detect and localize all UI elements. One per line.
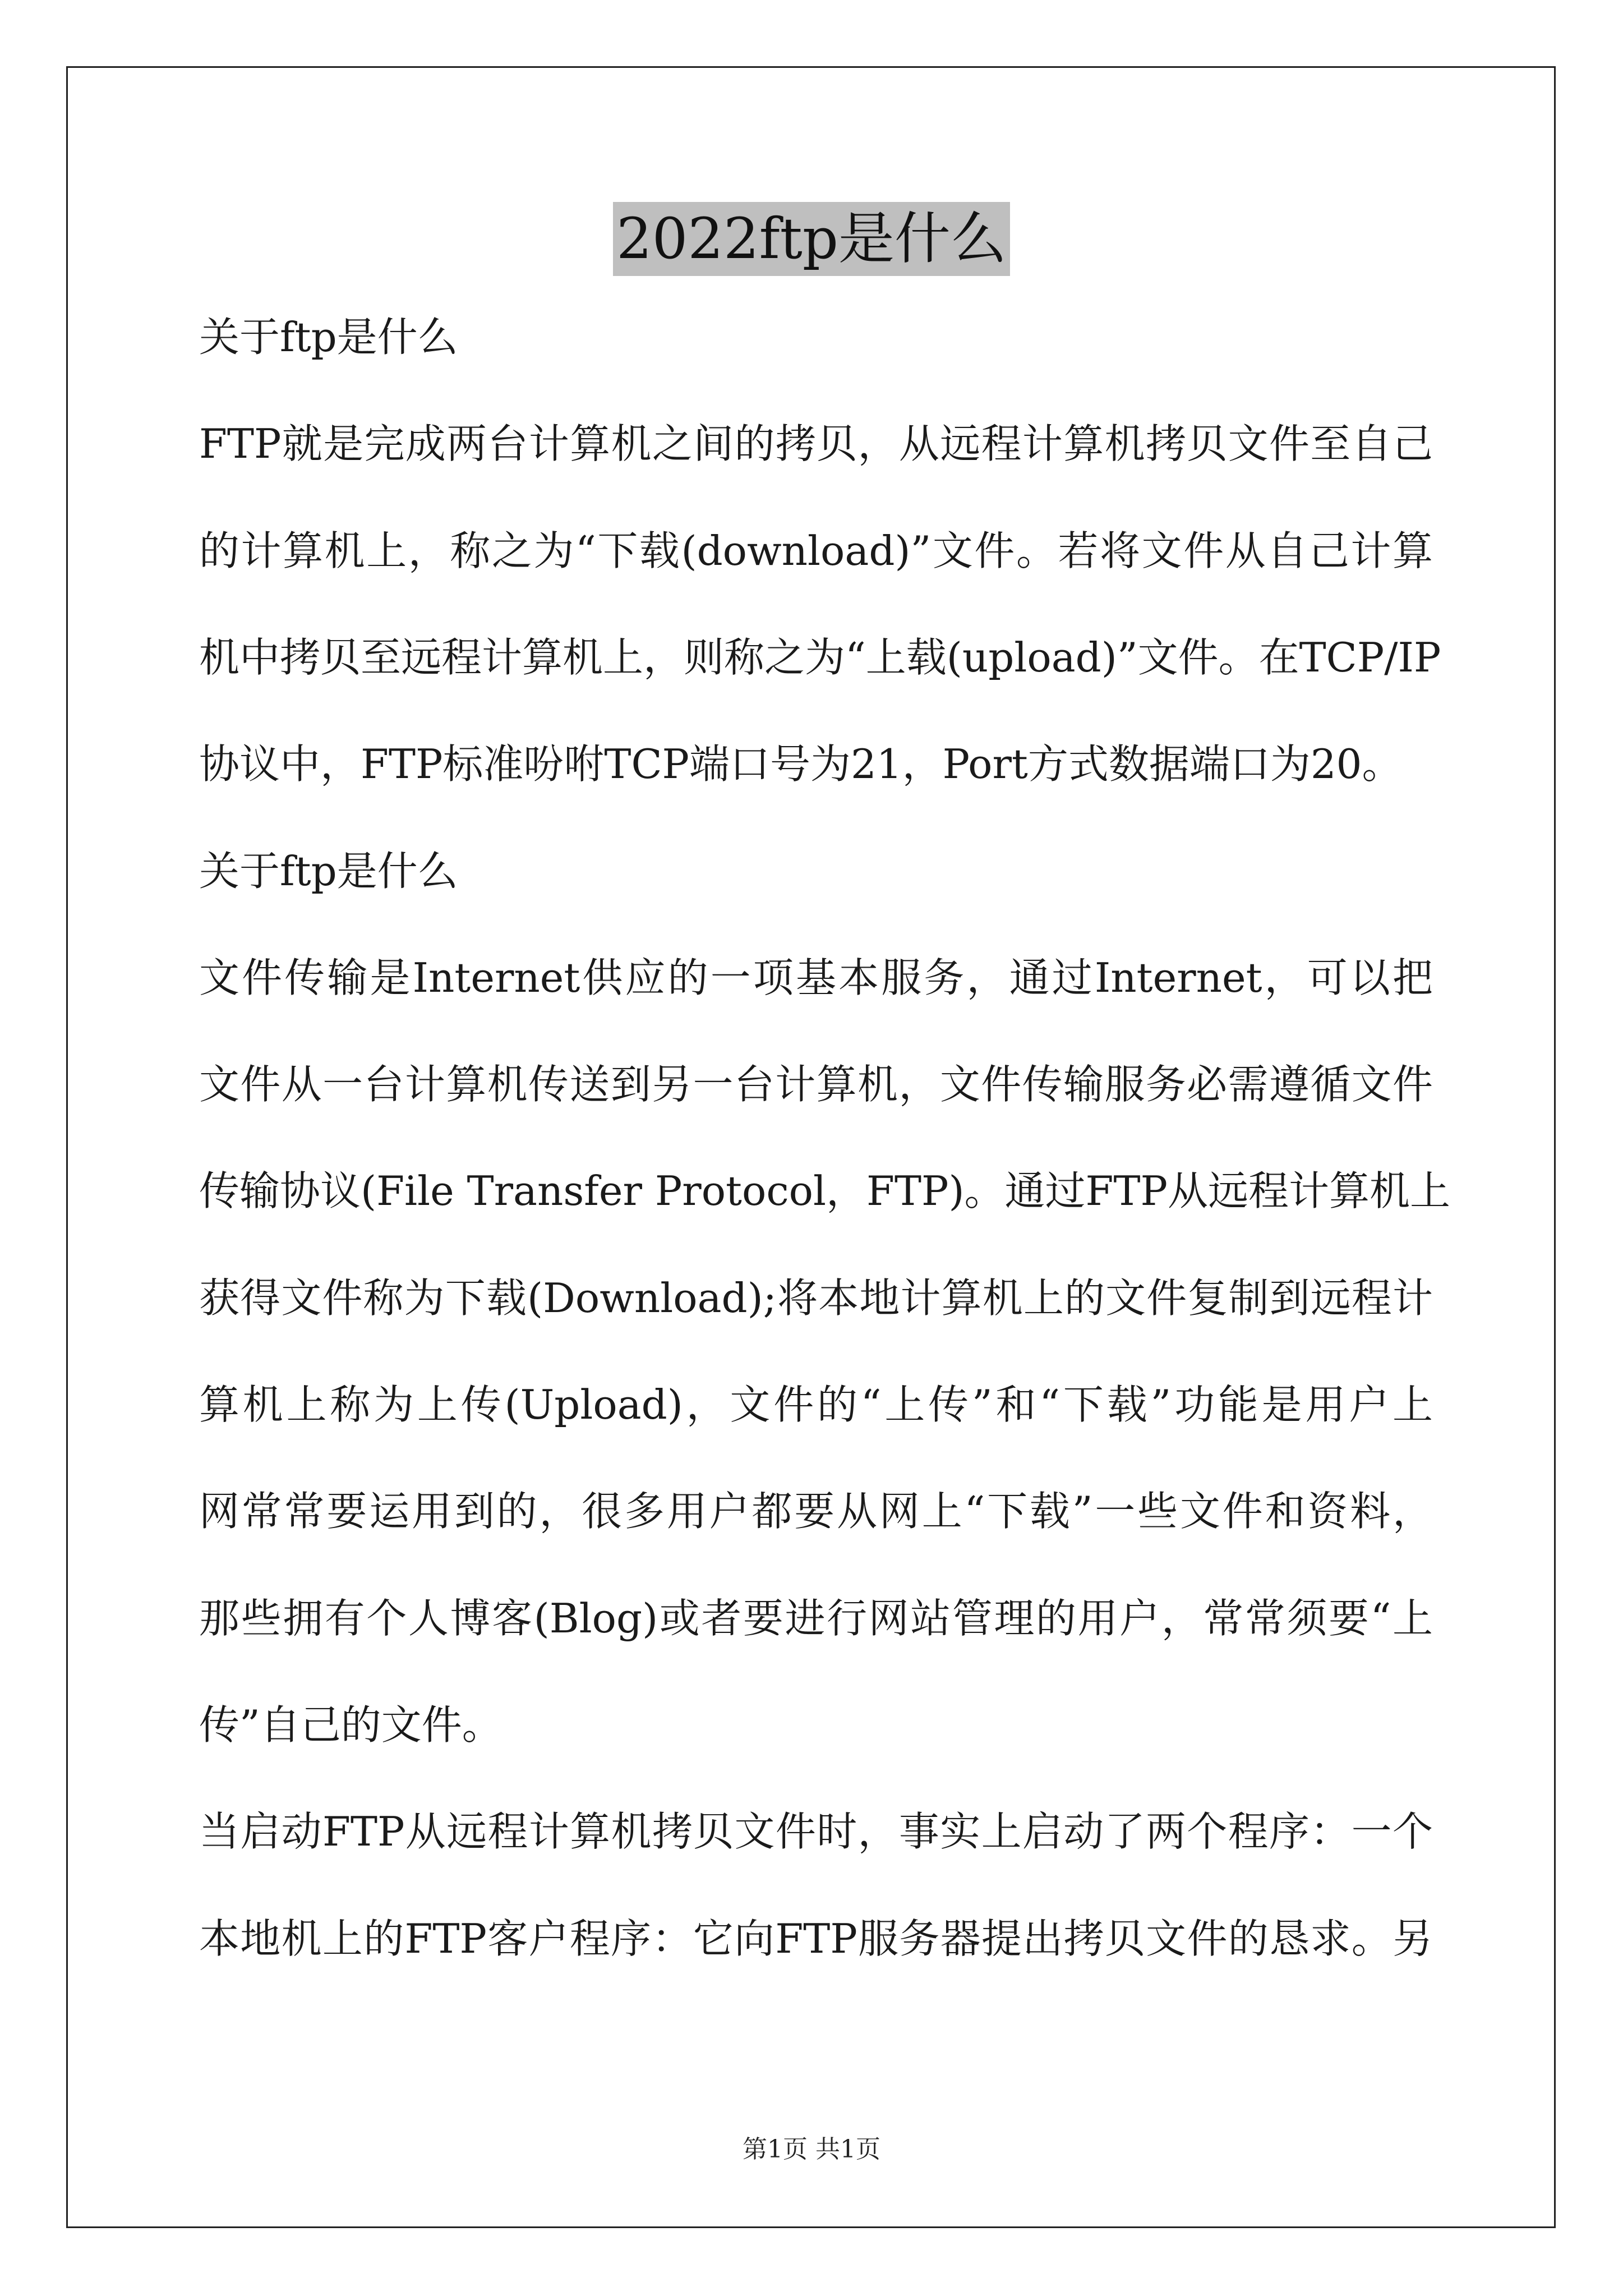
body-line: 文件传输是Internet供应的一项基本服务，通过Internet，可以把	[199, 954, 1433, 1001]
body-line: 关于ftp是什么	[199, 314, 458, 361]
body-line: FTP就是完成两台计算机之间的拷贝，从远程计算机拷贝文件至自己	[199, 420, 1433, 467]
body-line: 那些拥有个人博客(Blog)或者要进行网站管理的用户，常常须要“上	[199, 1595, 1433, 1642]
page-border	[66, 66, 1556, 2228]
body-line: 算机上称为上传(Upload)，文件的“上传”和“下载”功能是用户上	[199, 1381, 1433, 1428]
body-line: 文件从一台计算机传送到另一台计算机，文件传输服务必需遵循文件	[199, 1061, 1433, 1108]
body-line: 协议中，FTP标准吩咐TCP端口号为21，Port方式数据端口为20。	[199, 740, 1403, 788]
body-line: 机中拷贝至远程计算机上，则称之为“上载(upload)”文件。在TCP/IP	[199, 634, 1441, 681]
body-line: 传输协议(File Transfer Protocol，FTP)。通过FTP从远程计算机上	[199, 1167, 1450, 1214]
title-container	[0, 202, 1623, 276]
body-line: 网常常要运用到的，很多用户都要从网上“下载”一些文件和资料，	[199, 1488, 1433, 1535]
body-line: 本地机上的FTP客户程序：它向FTP服务器提出拷贝文件的恳求。另	[199, 1915, 1433, 1962]
body-line: 当启动FTP从远程计算机拷贝文件时，事实上启动了两个程序：一个	[199, 1808, 1433, 1855]
body-line: 关于ftp是什么	[199, 848, 458, 895]
body-line: 传”自己的文件。	[199, 1701, 502, 1749]
document-title: 2022ftp是什么	[613, 202, 1010, 276]
body-line: 的计算机上，称之为“下载(download)”文件。若将文件从自己计算	[199, 527, 1433, 574]
body-line: 获得文件称为下载(Download);将本地计算机上的文件复制到远程计	[199, 1274, 1433, 1322]
page-footer: 第1页 共1页	[743, 2135, 880, 2164]
